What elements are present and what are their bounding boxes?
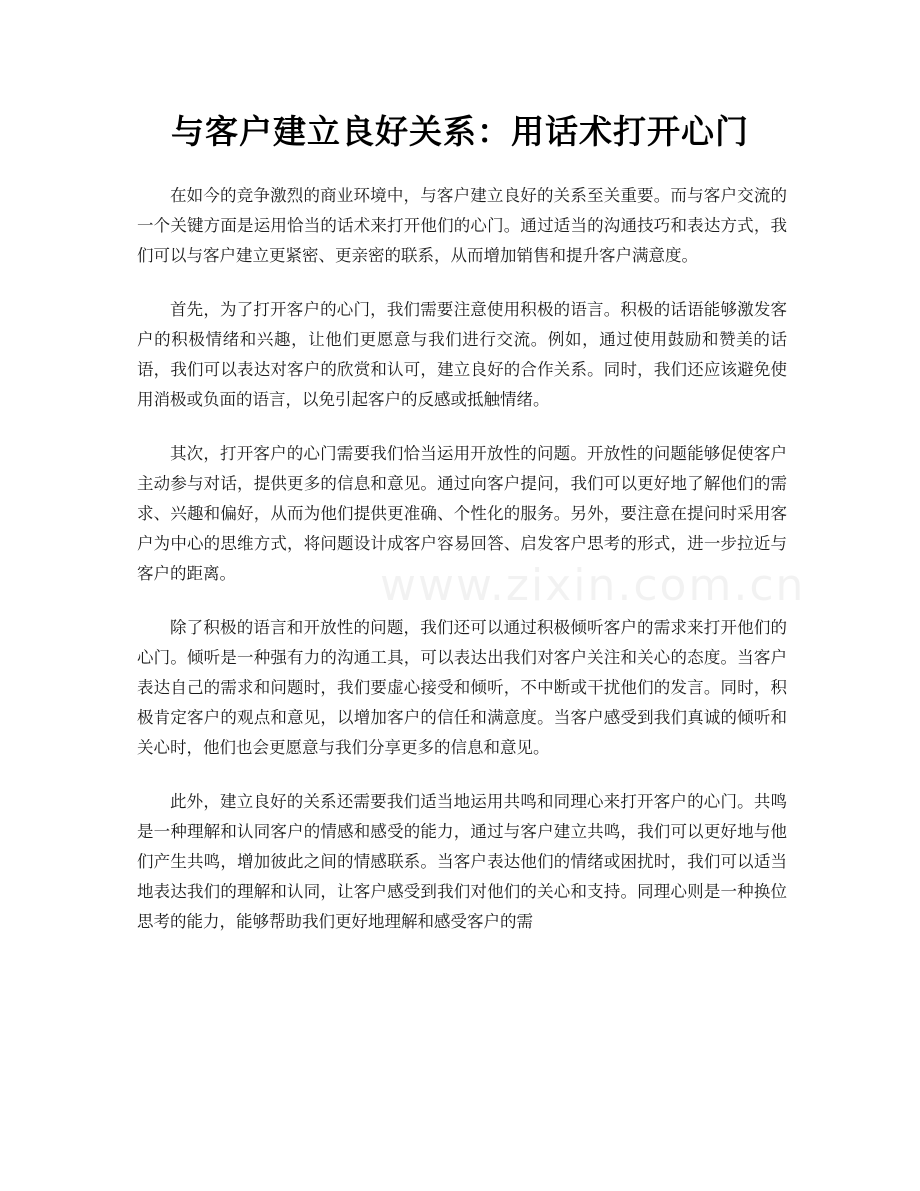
- paragraph-2: 首先，为了打开客户的心门，我们需要注意使用积极的语言。积极的话语能够激发客户的积极情绪和兴趣，让他们更愿意与我们进行交流。例如，通过使用鼓励和赞美的话语，我们可以表达对客户的欣赏和认可，建立良好的合作关系。同时，我们还应该避免使用消极或负面的语言，以免引起客户的反感或抵触情绪。: [137, 300, 787, 409]
- paragraph-4: 除了积极的语言和开放性的问题，我们还可以通过积极倾听客户的需求来打开他们的心门。倾听是一种强有力的沟通工具，可以表达出我们对客户关注和关心的态度。当客户表达自己的需求和问题时，我们要虚心接受和倾听，不中断或干扰他们的发言。同时，积极肯定客户的观点和意见，以增加客户的信任和满意度。当客户感受到我们真诚的倾听和关心时，他们也会更愿意与我们分享更多的信息和意见。: [137, 618, 787, 757]
- paragraph-5: 此外，建立良好的关系还需要我们适当地运用共鸣和同理心来打开客户的心门。共鸣是一种理解和认同客户的情感和感受的能力，通过与客户建立共鸣，我们可以更好地与他们产生共鸣，增加彼此之间的情感联系。当客户表达他们的情绪或困扰时，我们可以适当地表达我们的理解和认同，让客户感受到我们对他们的关心和支持。同理心则是一种换位思考的能力，能够帮助我们更好地理解和感受客户的需: [137, 792, 787, 931]
- paragraph-3: 其次，打开客户的心门需要我们恰当运用开放性的问题。开放性的问题能够促使客户主动参与对话，提供更多的信息和意见。通过向客户提问，我们可以更好地了解他们的需求、兴趣和偏好，从而为他们提供更准确、个性化的服务。另外，要注意在提问时采用客户为中心的思维方式，将问题设计成客户容易回答、启发客户思考的形式，进一步拉近与客户的距离。: [137, 444, 787, 583]
- page-title: 与客户建立良好关系：用话术打开心门: [171, 112, 749, 151]
- paragraph-1: 在如今的竞争激烈的商业环境中，与客户建立良好的关系至关重要。而与客户交流的一个关键方面是运用恰当的话术来打开他们的心门。通过适当的沟通技巧和表达方式，我们可以与客户建立更紧密、更亲密的联系，从而增加销售和提升客户满意度。: [137, 186, 787, 265]
- watermark: www.zixin.com.cn: [380, 560, 806, 611]
- document-body: [137, 181, 787, 961]
